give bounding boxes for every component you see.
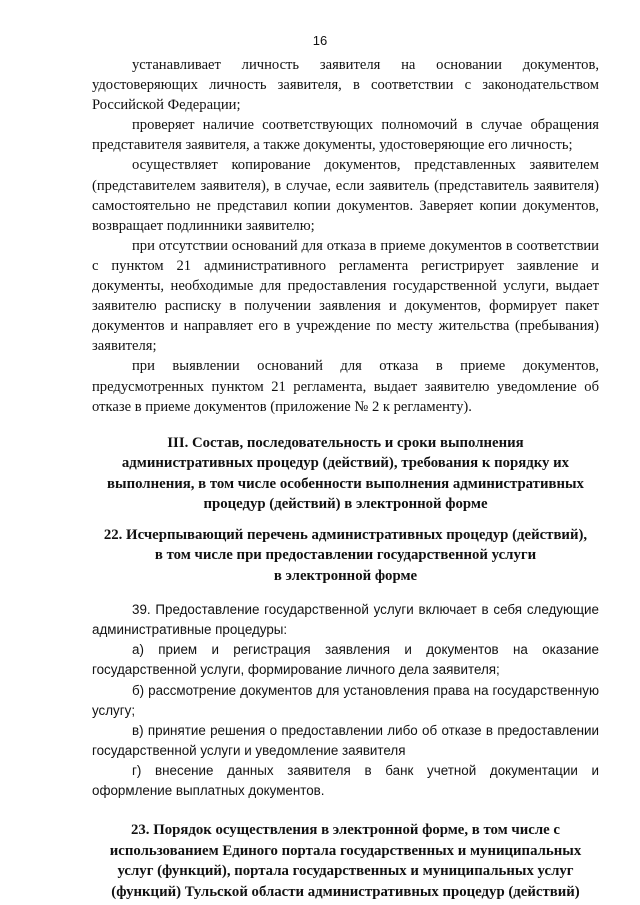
paragraph-39 — [92, 600, 599, 801]
subsection-23-heading-line: 23. Порядок осуществления в электронной форме, в том числе с — [131, 822, 560, 839]
paragraph-refusal: при выявлении оснований для отказа в приеме документов, предусмотренных пунктом 21 регламента, выдает заявителю уведомление об отказе в приеме документов (приложение № 2 к регламенту). — [92, 358, 599, 415]
subsection-23-heading — [92, 820, 599, 902]
section-3-heading-line: процедур (действий) в электронной форме — [203, 496, 488, 513]
paragraph-identity: устанавливает личность заявителя на основании документов, удостоверяющих личность заявителя, в соответствии с законодательством Российской Федерации; — [92, 57, 599, 114]
subsection-22-heading — [92, 525, 599, 587]
procedure-item-g: г) внесение данных заявителя в банк учетной документации и оформление выплатных документов. — [92, 762, 599, 799]
paragraph-copies: осуществляет копирование документов, представленных заявителем (представителем заявителя), в случае, если заявитель (представитель заявителя) самостоятельно не представил копии документов. Заверяет копии документов, возвращает подлинники заявителю; — [92, 157, 599, 234]
subsection-23-heading-line: услуг (функций), портала государственных и муниципальных услуг — [117, 863, 574, 880]
subsection-23-heading-line: использованием Единого портала государственных и муниципальных — [109, 842, 582, 859]
subsection-23-heading-line: (функций) Тульской области административных процедур (действий) — [111, 883, 580, 900]
paragraph-authority: проверяет наличие соответствующих полномочий в случае обращения представителя заявителя, а также документы, удостоверяющие его личность; — [92, 117, 599, 154]
subsection-22-heading-line: 22. Исчерпывающий перечень административных процедур (действий), — [103, 526, 588, 543]
subsection-22-heading-line: в том числе при предоставлении государственной услуги — [154, 547, 537, 564]
subsection-22-heading-line: в электронной форме — [273, 567, 418, 584]
section-3-heading — [92, 433, 599, 515]
section-3-heading-line: III. Состав, последовательность и сроки выполнения — [167, 434, 524, 451]
procedure-item-b: б) рассмотрение документов для установления права на государственную услугу; — [92, 682, 599, 718]
page-number: 16 — [312, 33, 328, 48]
procedure-item-v: в) принятие решения о предоставлении либо об отказе в предоставлении государственной услуги и уведомление заявителя — [92, 722, 599, 758]
section-3-heading-line: административных процедур (действий), требования к порядку их — [121, 455, 570, 472]
section-3-heading-line: выполнения, в том числе особенности выполнения административных — [107, 475, 584, 492]
document-body — [92, 55, 599, 902]
paragraph-39-intro: 39. Предоставление государственной услуги включает в себя следующие административные процедуры: — [92, 602, 599, 638]
procedure-item-a: а) прием и регистрация заявления и документов на оказание государственной услуги, формирование личного дела заявителя; — [92, 642, 599, 678]
top-paragraphs — [92, 55, 599, 417]
paragraph-registration: при отсутствии оснований для отказа в приеме документов в соответствии с пунктом 21 административного регламента регистрирует заявление и документы, необходимые для предоставления государственной услуги, выдает заявителю расписку в получении заявления и документов, формирует пакет документов и направляет его в учреждение по месту жительства (пребывания) заявителя; — [92, 237, 599, 355]
